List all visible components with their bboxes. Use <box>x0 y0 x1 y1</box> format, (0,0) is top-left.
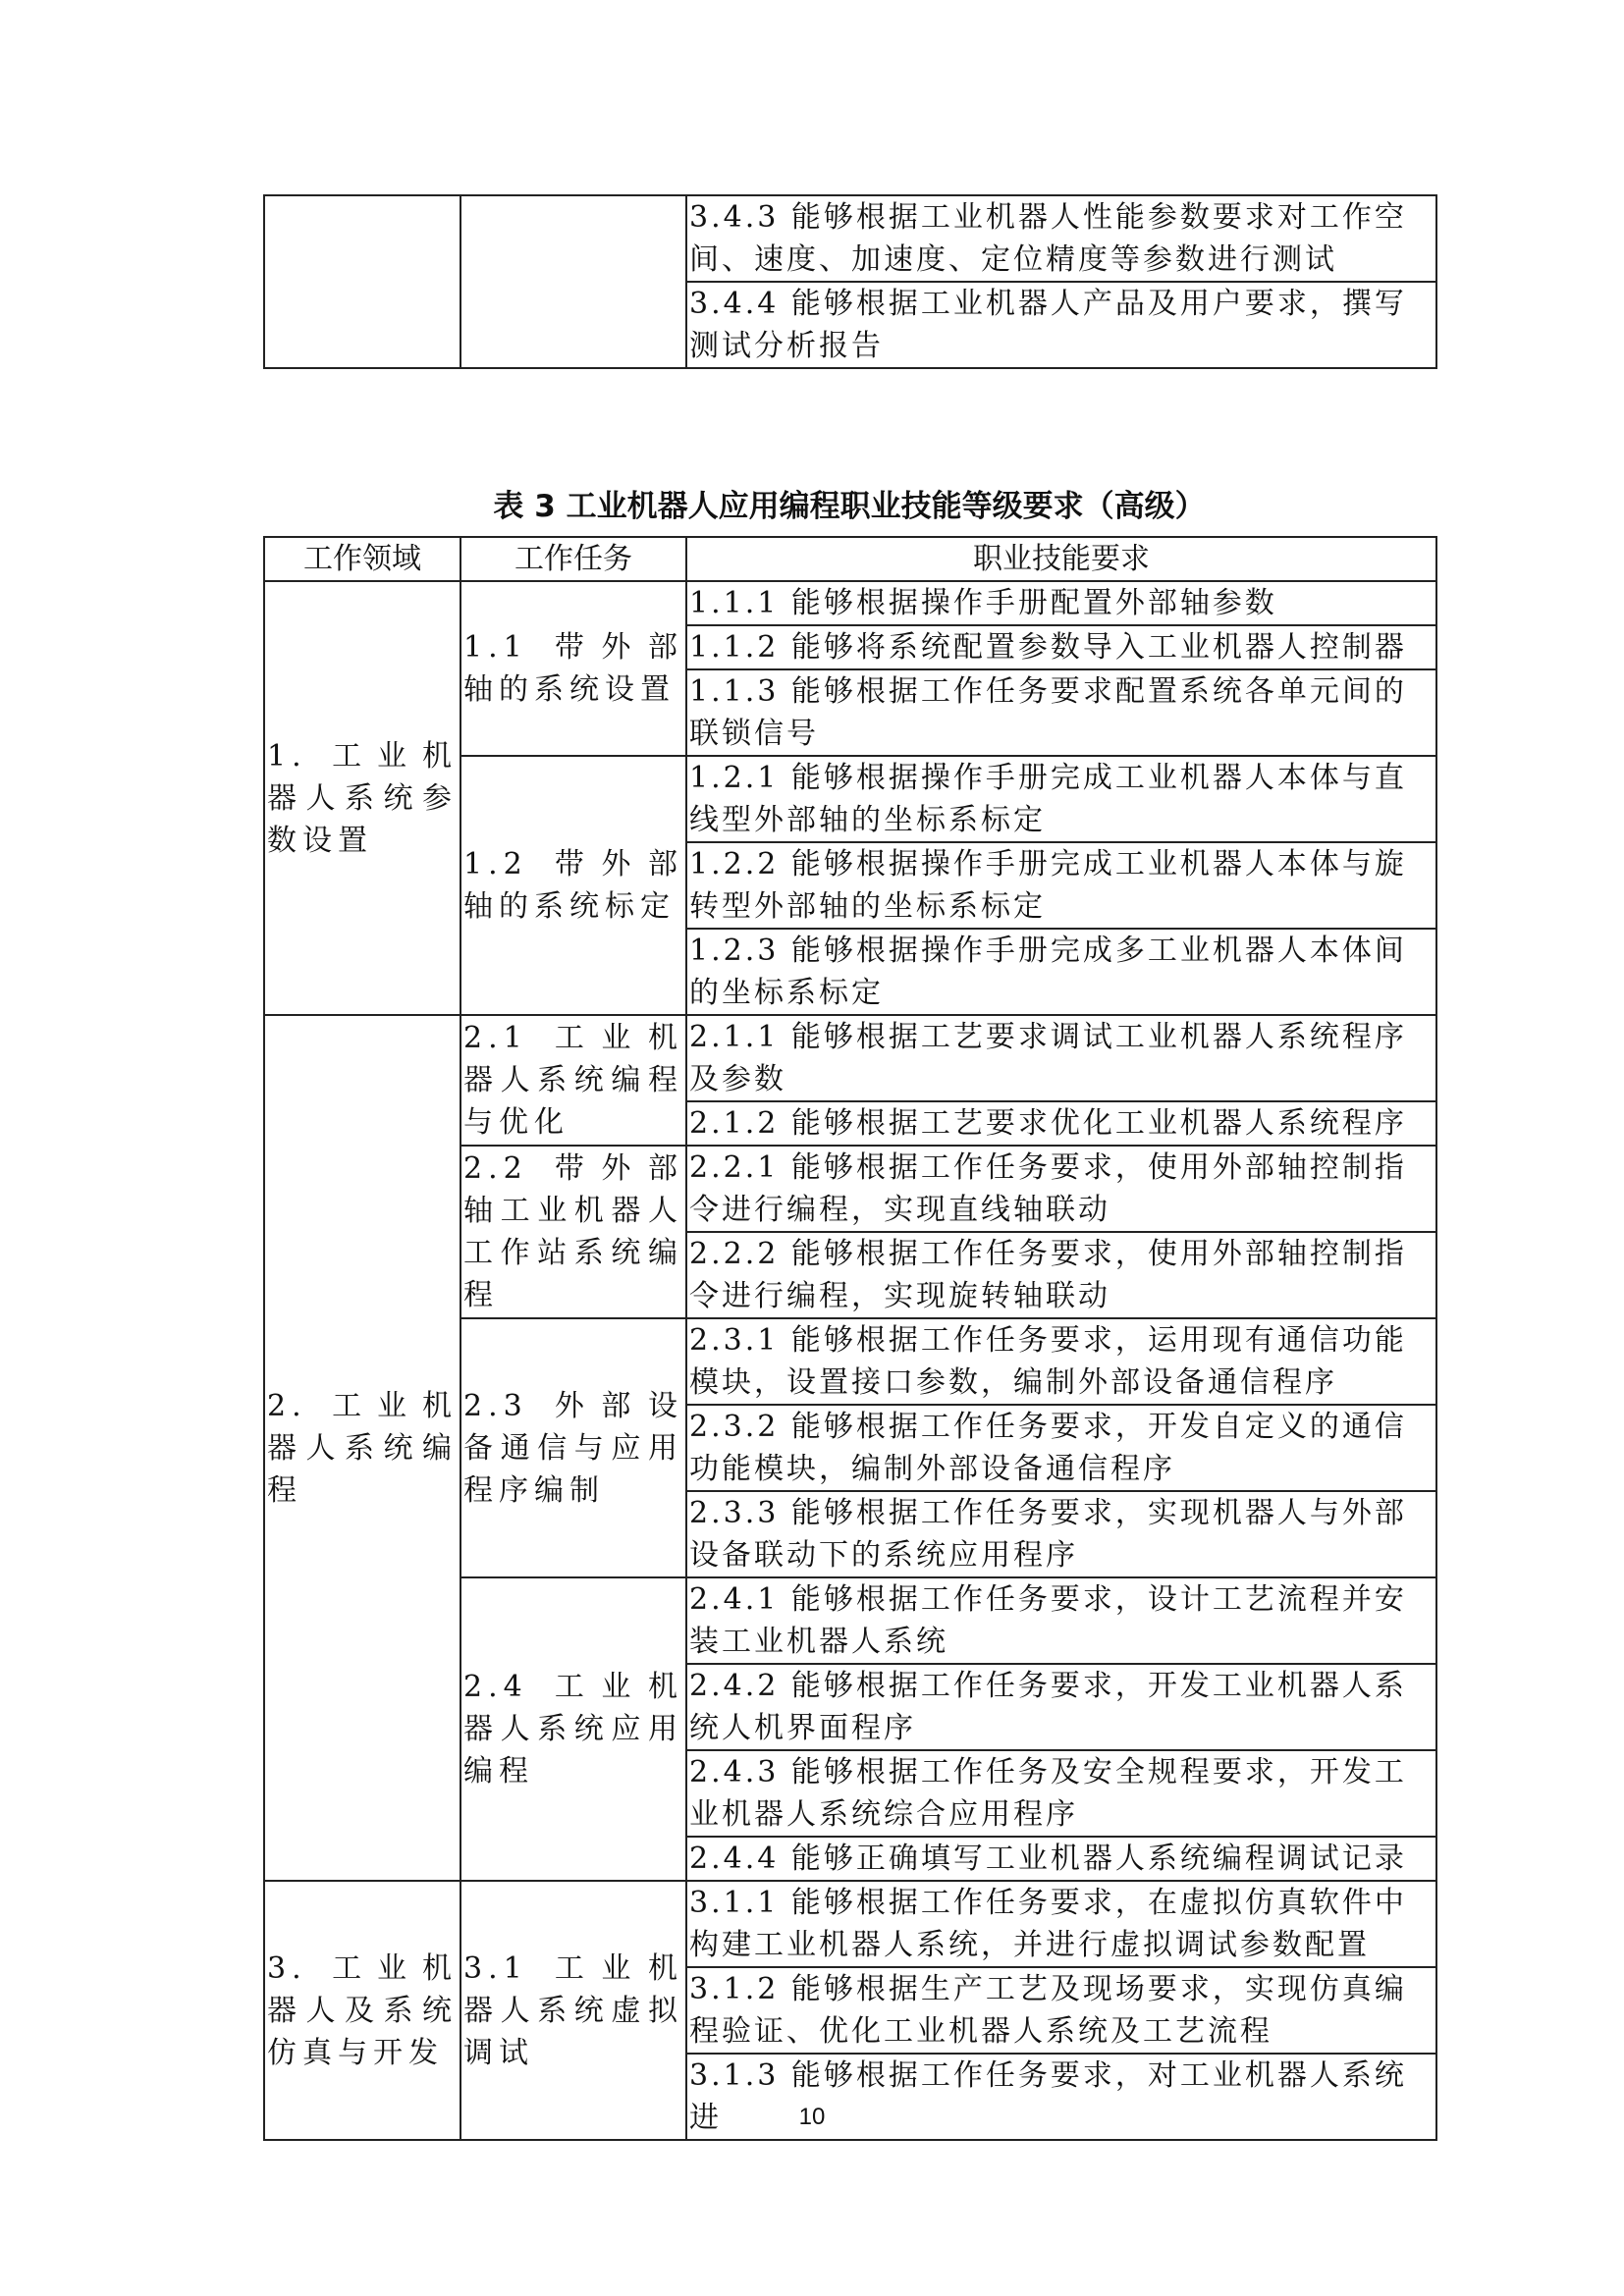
page-number: 10 <box>798 2104 826 2130</box>
requirement-cell: 3.4.4 能够根据工业机器人产品及用户要求，撰写测试分析报告 <box>686 282 1436 368</box>
requirement-cell: 3.1.1 能够根据工作任务要求，在虚拟仿真软件中构建工业机器人系统，并进行虚拟调试参数配置 <box>686 1881 1436 1967</box>
task-cell: 2.4 工业机器人系统应用编程 <box>460 1577 686 1881</box>
task-cell: 3.1 工业机器人系统虚拟调试 <box>460 1881 686 2140</box>
requirement-cell: 2.4.1 能够根据工作任务要求，设计工艺流程并安装工业机器人系统 <box>686 1577 1436 1664</box>
continuation-table <box>263 194 1437 369</box>
empty-task-cell <box>460 195 686 368</box>
requirement-cell: 3.4.3 能够根据工业机器人性能参数要求对工作空间、速度、加速度、定位精度等参数进行测试 <box>686 195 1436 282</box>
requirement-cell: 2.4.4 能够正确填写工业机器人系统编程调试记录 <box>686 1837 1436 1881</box>
table-caption: 表 3 工业机器人应用编程职业技能等级要求（高级） <box>493 489 1206 524</box>
skills-table <box>263 536 1437 2141</box>
requirement-cell: 2.3.3 能够根据工作任务要求，实现机器人与外部设备联动下的系统应用程序 <box>686 1491 1436 1577</box>
requirement-cell: 2.1.1 能够根据工艺要求调试工业机器人系统程序及参数 <box>686 1015 1436 1101</box>
task-cell: 2.1 工业机器人系统编程与优化 <box>460 1015 686 1146</box>
header-domain: 工作领域 <box>264 537 460 581</box>
task-cell: 2.3 外部设备通信与应用程序编制 <box>460 1318 686 1577</box>
requirement-cell: 2.3.2 能够根据工作任务要求，开发自定义的通信功能模块，编制外部设备通信程序 <box>686 1405 1436 1491</box>
domain-cell: 2. 工业机器人系统编程 <box>264 1015 460 1881</box>
domain-cell: 1. 工业机器人系统参数设置 <box>264 581 460 1015</box>
task-cell: 2.2 带外部轴工业机器人工作站系统编程 <box>460 1146 686 1318</box>
requirement-cell: 2.2.1 能够根据工作任务要求，使用外部轴控制指令进行编程，实现直线轴联动 <box>686 1146 1436 1232</box>
requirement-cell: 1.2.2 能够根据操作手册完成工业机器人本体与旋转型外部轴的坐标系标定 <box>686 842 1436 929</box>
task-cell: 1.2 带外部轴的系统标定 <box>460 756 686 1015</box>
requirement-cell: 3.1.2 能够根据生产工艺及现场要求，实现仿真编程验证、优化工业机器人系统及工艺流程 <box>686 1967 1436 2054</box>
requirement-cell: 1.1.1 能够根据操作手册配置外部轴参数 <box>686 581 1436 625</box>
domain-cell: 3. 工业机器人及系统仿真与开发 <box>264 1881 460 2140</box>
empty-domain-cell <box>264 195 460 368</box>
requirement-cell: 1.1.2 能够将系统配置参数导入工业机器人控制器 <box>686 625 1436 669</box>
requirement-cell: 2.3.1 能够根据工作任务要求，运用现有通信功能模块，设置接口参数，编制外部设备通信程序 <box>686 1318 1436 1405</box>
requirement-cell: 1.2.3 能够根据操作手册完成多工业机器人本体间的坐标系标定 <box>686 929 1436 1015</box>
requirement-cell: 1.2.1 能够根据操作手册完成工业机器人本体与直线型外部轴的坐标系标定 <box>686 756 1436 842</box>
header-task: 工作任务 <box>460 537 686 581</box>
requirement-cell: 2.4.3 能够根据工作任务及安全规程要求，开发工业机器人系统综合应用程序 <box>686 1750 1436 1837</box>
requirement-cell: 3.1.3 能够根据工作任务要求，对工业机器人系统进 <box>686 2054 1436 2140</box>
task-cell: 1.1 带外部轴的系统设置 <box>460 581 686 756</box>
header-requirement: 职业技能要求 <box>686 537 1436 581</box>
requirement-cell: 1.1.3 能够根据工作任务要求配置系统各单元间的联锁信号 <box>686 669 1436 756</box>
requirement-cell: 2.2.2 能够根据工作任务要求，使用外部轴控制指令进行编程，实现旋转轴联动 <box>686 1232 1436 1318</box>
requirement-cell: 2.1.2 能够根据工艺要求优化工业机器人系统程序 <box>686 1101 1436 1146</box>
requirement-cell: 2.4.2 能够根据工作任务要求，开发工业机器人系统人机界面程序 <box>686 1664 1436 1750</box>
